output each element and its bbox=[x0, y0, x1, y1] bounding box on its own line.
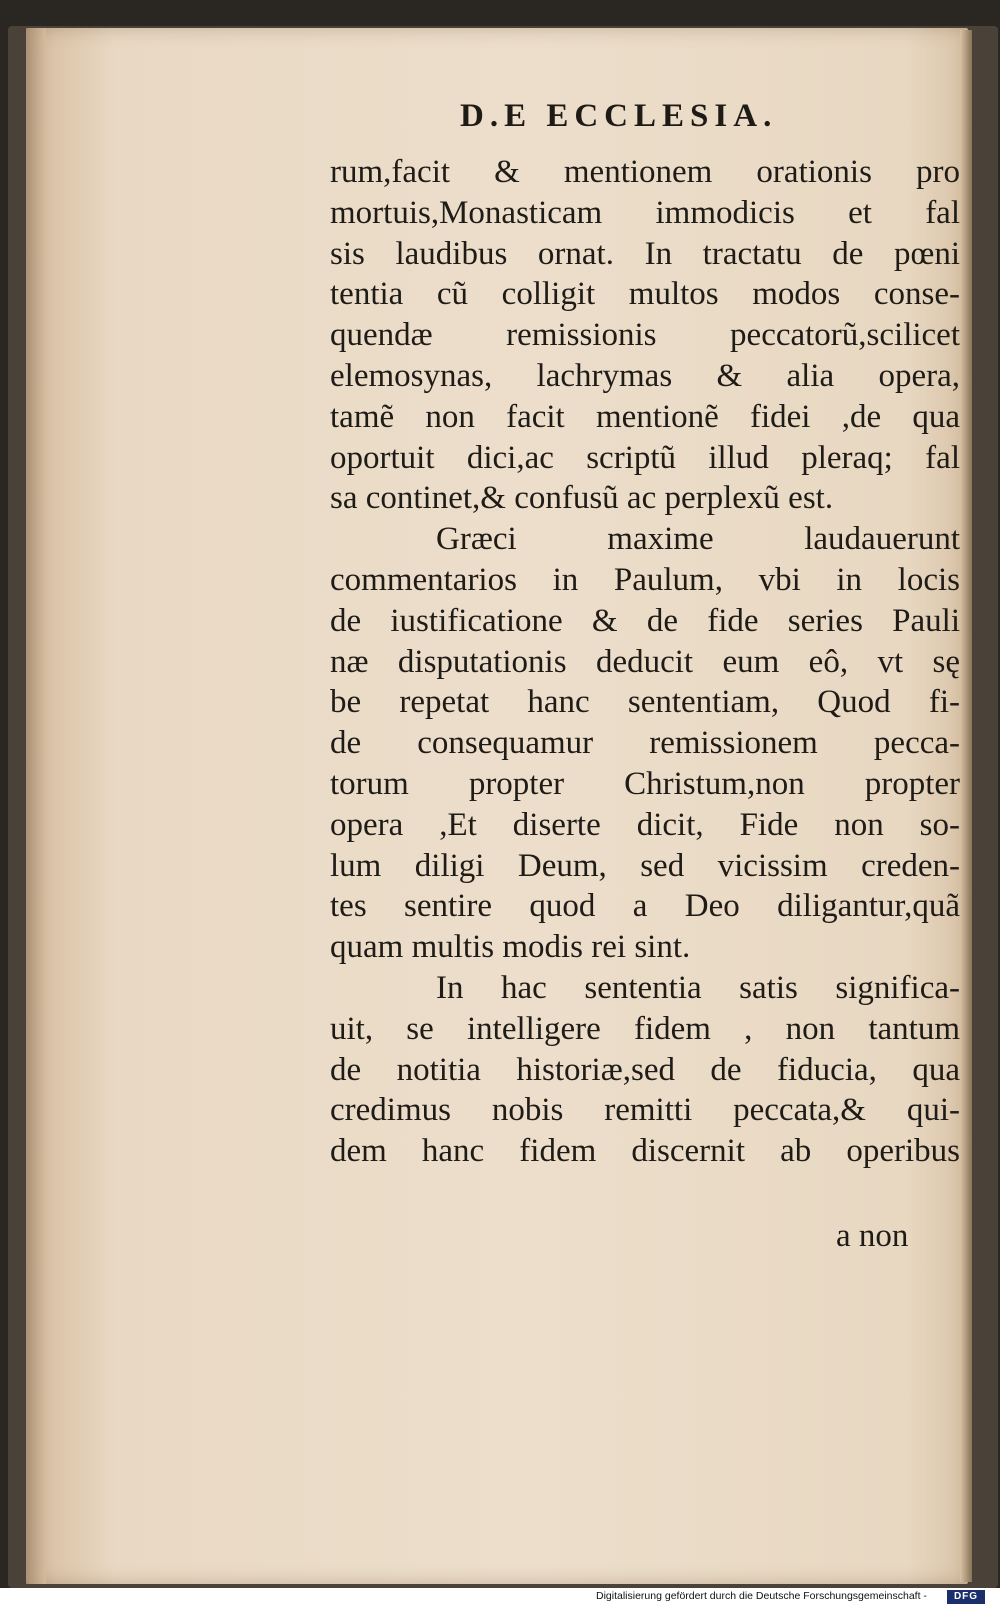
text-line: elemosynas, lachrymas & alia opera, bbox=[330, 357, 960, 394]
paragraph bbox=[330, 968, 960, 1172]
dfg-logo: DFG bbox=[947, 1590, 985, 1604]
catchword: a non bbox=[836, 1218, 909, 1254]
page-gutter bbox=[26, 28, 46, 1584]
text-line: sis laudibus ornat. In tractatu de pœni bbox=[330, 235, 960, 272]
text-line: næ disputationis deducit eum eô, vt sę bbox=[330, 643, 960, 680]
text-line: de notitia historiæ,sed de fiducia, qua bbox=[330, 1051, 960, 1088]
running-head: D.E ECCLESIA. bbox=[460, 98, 778, 134]
text-line: de consequamur remissionem pecca- bbox=[330, 725, 960, 762]
text-line: mortuis,Monasticam immodicis et fal bbox=[330, 194, 960, 231]
page-fore-edge bbox=[960, 30, 972, 1582]
text-line: torum propter Christum,non propter bbox=[330, 765, 960, 802]
text-line: quam multis modis rei sint. bbox=[330, 929, 691, 966]
text-line: Græci maxime laudauerunt bbox=[436, 521, 960, 558]
text-line: dem hanc fidem discernit ab operibus bbox=[330, 1133, 960, 1170]
text-line: rum,facit & mentionem orationis pro bbox=[330, 154, 960, 190]
text-line: tamẽ non facit mentionẽ fidei ,de qua bbox=[330, 398, 960, 435]
text-line: In hac sententia satis significa- bbox=[436, 969, 960, 1006]
text-block bbox=[330, 152, 960, 1172]
text-line: credimus nobis remitti peccata,& qui- bbox=[330, 1092, 960, 1129]
paragraph bbox=[330, 519, 960, 968]
text-line: be repetat hanc sententiam, Quod fi- bbox=[330, 684, 960, 721]
digitization-credit: Digitalisierung gefördert durch die Deutsche Forschungsgemeinschaft - bbox=[596, 1590, 927, 1602]
text-line: lum diligi Deum, sed vicissim creden- bbox=[330, 847, 960, 884]
text-line: quendæ remissionis peccatorũ,scilicet bbox=[330, 317, 960, 354]
text-line: oportuit dici,ac scriptũ illud pleraq; fal bbox=[330, 439, 960, 476]
text-line: de iustificatione & de fide series Pauli bbox=[330, 602, 960, 639]
text-line: commentarios in Paulum, vbi in locis bbox=[330, 561, 960, 598]
text-line: tes sentire quod a Deo diligantur,quã bbox=[330, 888, 960, 925]
text-line: opera ,Et diserte dicit, Fide non so- bbox=[330, 806, 960, 843]
paragraph bbox=[330, 152, 960, 519]
text-line: uit, se intelligere fidem , non tantum bbox=[330, 1010, 960, 1047]
text-line: tentia cũ colligit multos modos conse- bbox=[330, 276, 960, 313]
text-line: sa continet,& confusũ ac perplexũ est. bbox=[330, 480, 834, 517]
